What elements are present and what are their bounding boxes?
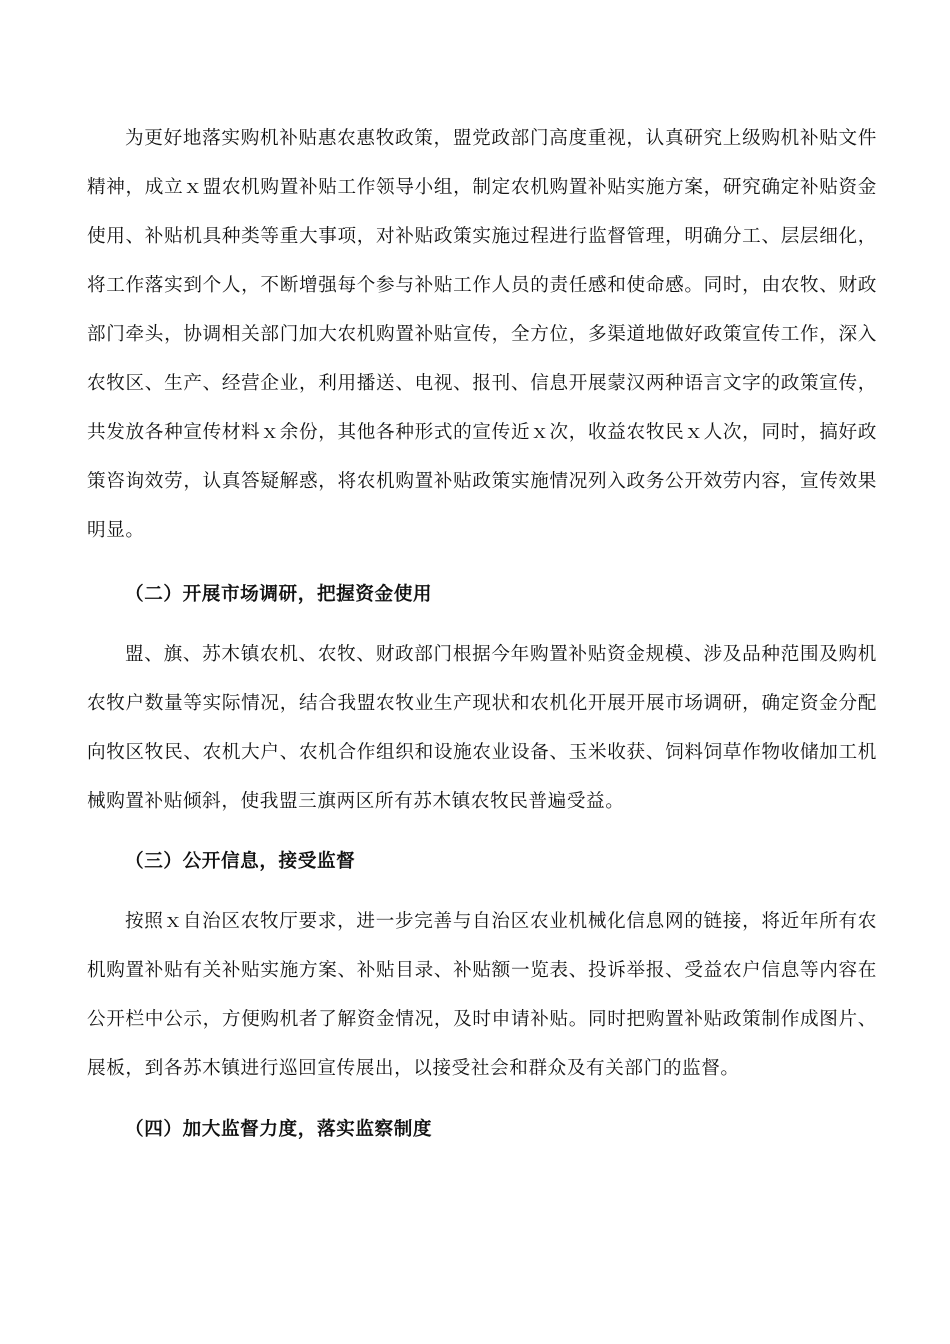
section-heading-3: （三）公开信息，接受监督 [125,851,356,872]
body-paragraph-1: 为更好地落实购机补贴惠农惠牧政策，盟党政部门高度重视，认真研究上级购机补贴文件精神，成立ｘ盟农机购置补贴工作领导小组，制定农机购置补贴实施方案，研究确定补贴资金使用、补贴机具种类等重大事项，对补贴政策实施过程进行监督管理，明确分工、层层细化，将工作落实到个人，不断增强每个参与补贴工作人员的责任感和使命感。同时，由农牧、财政部门牵头，协调相关部门加大农机购置补贴宣传，全方位，多渠道地做好政策宣传工作，深入农牧区、生产、经营企业，利用播送、电视、报刊、信息开展蒙汉两种语言文字的政策宣传，共发放各种宣传材料ｘ余份，其他各种形式的宣传近ｘ次，收益农牧民ｘ人次，同时，搞好政策咨询效劳，认真答疑解惑，将农机购置补贴政策实施情况列入政务公开效劳内容，宣传效果明显。 [87,128,877,541]
body-paragraph-3: 按照ｘ自治区农牧厅要求，进一步完善与自治区农业机械化信息网的链接，将近年所有农机购置补贴有关补贴实施方案、补贴目录、补贴额一览表、投诉举报、受益农户信息等内容在公开栏中公示，方便购机者了解资金情况，及时申请补贴。同时把购置补贴政策制作成图片、展板，到各苏木镇进行巡回宣传展出，以接受社会和群众及有关部门的监督。 [87,911,877,1079]
section-heading-2: （二）开展市场调研，把握资金使用 [125,584,433,605]
body-paragraph-2: 盟、旗、苏木镇农机、农牧、财政部门根据今年购置补贴资金规模、涉及品种范围及购机农牧户数量等实际情况，结合我盟农牧业生产现状和农机化开展开展市场调研，确定资金分配向牧区牧民、农机大户、农机合作组织和设施农业设备、玉米收获、饲料饲草作物收储加工机械购置补贴倾斜，使我盟三旗两区所有苏木镇农牧民普遍受益。 [87,644,877,812]
section-heading-4: （四）加大监督力度，落实监察制度 [125,1119,433,1140]
